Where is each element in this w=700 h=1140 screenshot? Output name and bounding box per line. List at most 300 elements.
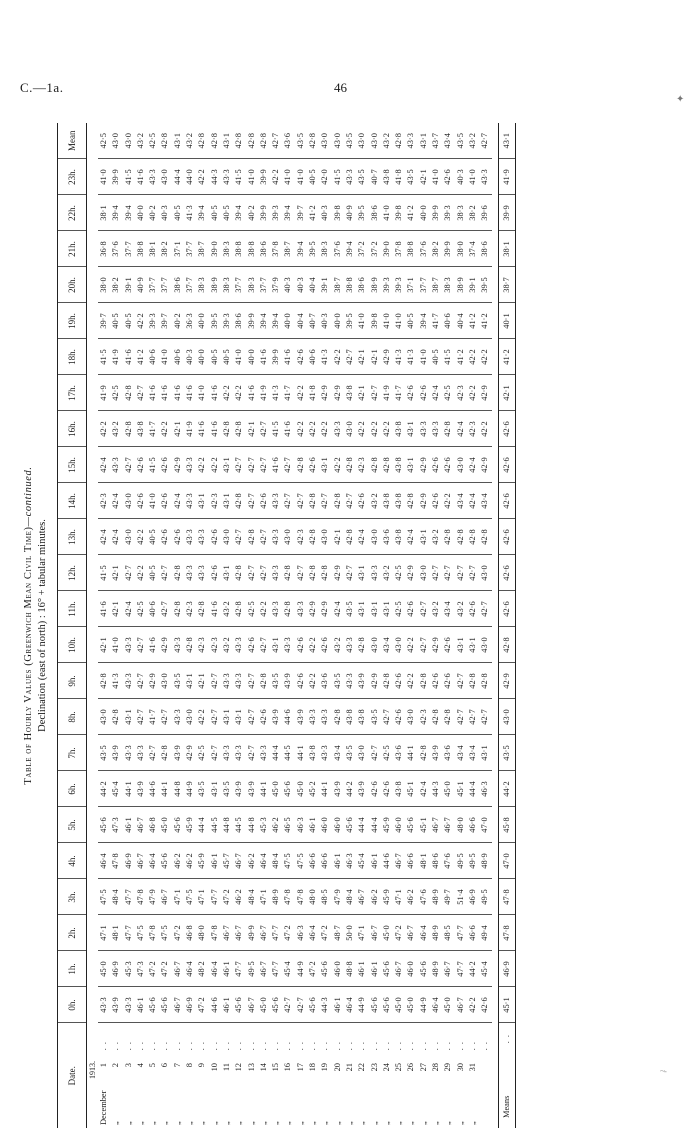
value-cell: 46·7 xyxy=(393,843,405,879)
day-number: 29 xyxy=(443,1063,453,1072)
value-cell: 43·3 xyxy=(270,591,282,627)
value-cell: 40·3 xyxy=(282,267,294,303)
value-cell: 42·7 xyxy=(479,699,491,735)
value-cell: 43·0 xyxy=(344,411,356,447)
value-cell: 43·5 xyxy=(98,735,110,771)
value-cell: 48·5 xyxy=(319,879,331,915)
value-cell: 40·9 xyxy=(344,195,356,231)
value-cell: 42·6 xyxy=(135,483,147,519)
value-cell: 47·2 xyxy=(196,987,208,1023)
value-cell: 42·2 xyxy=(233,375,245,411)
value-cell: 44·8 xyxy=(246,807,258,843)
value-cell: 42·2 xyxy=(196,159,208,195)
value-cell: 43·3 xyxy=(184,447,196,483)
value-cell: 42·6 xyxy=(430,447,442,483)
column-header: 12h. xyxy=(58,555,87,591)
value-cell: 42·7 xyxy=(147,735,159,771)
value-cell: 46·8 xyxy=(184,915,196,951)
table-row xyxy=(307,123,319,1128)
value-cell: 39·4 xyxy=(233,195,245,231)
day-number: 15 xyxy=(271,1063,281,1072)
value-cell: 46·4 xyxy=(430,987,442,1023)
value-cell: 37·7 xyxy=(258,267,270,303)
day-number: 8 xyxy=(185,1063,195,1068)
value-cell: 47·3 xyxy=(135,951,147,987)
value-cell: 44·9 xyxy=(418,987,430,1023)
value-cell: 51·4 xyxy=(455,879,467,915)
value-cell: 43·3 xyxy=(172,699,184,735)
mean-value-cell: 47·8 xyxy=(498,915,515,951)
day-number: 2 xyxy=(111,1063,121,1068)
value-cell: 47·3 xyxy=(110,807,122,843)
value-cell: 44·4 xyxy=(356,807,368,843)
value-cell: 42·8 xyxy=(307,555,319,591)
value-cell: 46·4 xyxy=(147,843,159,879)
value-cell: 38·6 xyxy=(233,303,245,339)
value-cell: 43·6 xyxy=(393,735,405,771)
value-cell: 43·4 xyxy=(381,627,393,663)
value-cell: 44·6 xyxy=(381,843,393,879)
day-number: 23 xyxy=(369,1063,379,1072)
date-cell xyxy=(221,1023,233,1128)
value-cell: 39·9 xyxy=(270,339,282,375)
value-cell: 46·1 xyxy=(221,987,233,1023)
value-cell: 48·9 xyxy=(430,879,442,915)
value-cell: 43·3 xyxy=(405,123,417,159)
value-cell: 39·9 xyxy=(110,159,122,195)
value-cell: 47·2 xyxy=(159,951,171,987)
value-cell: 42·9 xyxy=(369,663,381,699)
value-cell: 45·0 xyxy=(295,771,307,807)
value-cell: 39·3 xyxy=(270,195,282,231)
day-number: 12 xyxy=(234,1063,244,1072)
leader-dots: . . xyxy=(271,1041,281,1051)
value-cell: 42·9 xyxy=(381,339,393,375)
table-row xyxy=(233,123,245,1128)
leader-dots: . . xyxy=(295,1041,305,1051)
mean-value-cell: 38·1 xyxy=(498,231,515,267)
value-cell: 46·4 xyxy=(184,951,196,987)
column-header: 6h. xyxy=(58,771,87,807)
value-cell: 45·4 xyxy=(479,951,491,987)
value-cell: 46·0 xyxy=(405,951,417,987)
column-header: 0h. xyxy=(58,987,87,1023)
value-cell: 43·8 xyxy=(344,699,356,735)
value-cell: 43·9 xyxy=(110,735,122,771)
value-cell: 37·2 xyxy=(369,231,381,267)
value-cell: 45·6 xyxy=(159,987,171,1023)
value-cell: 41·2 xyxy=(455,339,467,375)
value-cell: 42·7 xyxy=(344,555,356,591)
day-number: 10 xyxy=(209,1063,219,1072)
date-cell xyxy=(344,1023,356,1128)
value-cell: 42·8 xyxy=(344,519,356,555)
value-cell: 44·2 xyxy=(98,771,110,807)
value-cell: 42·6 xyxy=(258,483,270,519)
value-cell: 42·2 xyxy=(319,411,331,447)
value-cell: 38·8 xyxy=(135,231,147,267)
date-cell xyxy=(184,1023,196,1128)
value-cell: 42·7 xyxy=(455,555,467,591)
value-cell: 43·3 xyxy=(221,735,233,771)
value-cell: 38·6 xyxy=(258,231,270,267)
value-cell: 40·2 xyxy=(172,303,184,339)
value-cell: 43·5 xyxy=(344,123,356,159)
column-header: 21h. xyxy=(58,231,87,267)
value-cell: 41·9 xyxy=(258,375,270,411)
value-cell: 41·0 xyxy=(381,195,393,231)
value-cell: 42·6 xyxy=(307,447,319,483)
value-cell: 43·0 xyxy=(123,483,135,519)
value-cell: 40·4 xyxy=(455,303,467,339)
value-cell: 46·7 xyxy=(258,951,270,987)
value-cell: 43·2 xyxy=(369,483,381,519)
value-cell: 46·7 xyxy=(356,879,368,915)
value-cell: 43·5 xyxy=(344,591,356,627)
value-cell: 43·9 xyxy=(246,771,258,807)
value-cell: 43·3 xyxy=(196,555,208,591)
value-cell: 48·0 xyxy=(196,915,208,951)
value-cell: 41·9 xyxy=(98,375,110,411)
value-cell: 43·3 xyxy=(147,159,159,195)
value-cell: 48·8 xyxy=(344,951,356,987)
value-cell: 41·0 xyxy=(467,159,479,195)
value-cell: 43·8 xyxy=(393,519,405,555)
value-cell: 42·6 xyxy=(295,627,307,663)
value-cell: 48·5 xyxy=(442,915,454,951)
value-cell: 40·5 xyxy=(110,303,122,339)
value-cell: 42·1 xyxy=(356,339,368,375)
value-cell: 38·7 xyxy=(282,231,294,267)
value-cell: 42·7 xyxy=(135,375,147,411)
value-cell: 42·8 xyxy=(159,123,171,159)
value-cell: 42·6 xyxy=(442,159,454,195)
date-cell xyxy=(430,1023,442,1128)
date-cell xyxy=(418,1023,430,1128)
value-cell: 43·1 xyxy=(405,447,417,483)
value-cell: 42·5 xyxy=(147,123,159,159)
column-header: Mean xyxy=(58,123,87,159)
value-cell: 40·6 xyxy=(172,339,184,375)
value-cell: 43·6 xyxy=(442,735,454,771)
month-label: „ xyxy=(234,1121,244,1125)
value-cell: 38·0 xyxy=(455,231,467,267)
day-number: 27 xyxy=(418,1063,428,1072)
leader-dots: . . xyxy=(480,1041,490,1051)
value-cell: 43·0 xyxy=(184,699,196,735)
value-cell: 42·8 xyxy=(184,627,196,663)
value-cell: 44·3 xyxy=(209,159,221,195)
mean-value-cell: 42·6 xyxy=(498,447,515,483)
value-cell: 42·8 xyxy=(405,483,417,519)
value-cell: 42·8 xyxy=(418,663,430,699)
value-cell: 42·7 xyxy=(455,699,467,735)
leader-dots: . . xyxy=(369,1041,379,1051)
value-cell: 44·8 xyxy=(221,807,233,843)
table-row xyxy=(442,123,454,1128)
value-cell: 43·1 xyxy=(123,699,135,735)
value-cell: 39·3 xyxy=(221,303,233,339)
value-cell: 43·3 xyxy=(369,555,381,591)
value-cell: 39·1 xyxy=(123,267,135,303)
value-cell: 41·6 xyxy=(282,411,294,447)
value-cell: 42·5 xyxy=(381,735,393,771)
value-cell: 46·6 xyxy=(319,843,331,879)
value-cell: 41·6 xyxy=(159,375,171,411)
value-cell: 43·3 xyxy=(344,627,356,663)
value-cell: 37·1 xyxy=(172,231,184,267)
value-cell: 41·6 xyxy=(123,339,135,375)
value-cell: 43·3 xyxy=(196,519,208,555)
value-cell: 43·3 xyxy=(172,627,184,663)
date-cell xyxy=(356,1023,368,1128)
value-cell: 43·1 xyxy=(221,447,233,483)
value-cell: 42·7 xyxy=(233,447,245,483)
value-cell: 42·2 xyxy=(258,591,270,627)
leader-dots: . . xyxy=(148,1041,158,1051)
value-cell: 45·4 xyxy=(356,843,368,879)
value-cell: 39·4 xyxy=(418,303,430,339)
value-cell: 43·6 xyxy=(282,123,294,159)
value-cell: 42·2 xyxy=(405,627,417,663)
value-cell: 42·7 xyxy=(135,627,147,663)
value-cell: 42·2 xyxy=(479,411,491,447)
value-cell: 43·8 xyxy=(381,159,393,195)
value-cell: 46·2 xyxy=(184,843,196,879)
value-cell: 42·8 xyxy=(442,411,454,447)
value-cell: 48·9 xyxy=(430,951,442,987)
value-cell: 43·3 xyxy=(319,699,331,735)
table-row xyxy=(467,123,479,1128)
value-cell: 42·6 xyxy=(405,375,417,411)
value-cell: 45·0 xyxy=(381,915,393,951)
day-number: 11 xyxy=(221,1063,231,1072)
value-cell: 42·2 xyxy=(98,411,110,447)
value-cell: 48·1 xyxy=(418,843,430,879)
value-cell: 42·6 xyxy=(393,663,405,699)
value-cell: 47·8 xyxy=(295,879,307,915)
date-cell xyxy=(295,1023,307,1128)
value-cell: 40·5 xyxy=(221,339,233,375)
value-cell: 43·4 xyxy=(455,483,467,519)
column-header: Date. xyxy=(58,1023,87,1128)
value-cell: 43·2 xyxy=(430,591,442,627)
value-cell: 42·2 xyxy=(467,339,479,375)
leader-dots: . . xyxy=(357,1041,367,1051)
value-cell: 42·8 xyxy=(258,123,270,159)
mean-value-cell: 42·6 xyxy=(498,411,515,447)
value-cell: 46·1 xyxy=(209,843,221,879)
value-cell: 40·5 xyxy=(430,339,442,375)
value-cell: 41·0 xyxy=(381,303,393,339)
table-row xyxy=(246,123,258,1128)
value-cell: 43·5 xyxy=(455,123,467,159)
value-cell: 42·6 xyxy=(430,663,442,699)
month-label: „ xyxy=(185,1121,195,1125)
value-cell: 46·1 xyxy=(123,807,135,843)
value-cell: 42·7 xyxy=(319,483,331,519)
value-cell: 46·6 xyxy=(405,843,417,879)
value-cell: 42·4 xyxy=(418,771,430,807)
value-cell: 47·8 xyxy=(209,915,221,951)
value-cell: 38·1 xyxy=(147,231,159,267)
value-cell: 43·0 xyxy=(282,519,294,555)
value-cell: 45·6 xyxy=(282,771,294,807)
value-cell: 43·3 xyxy=(98,987,110,1023)
value-cell: 39·0 xyxy=(381,231,393,267)
value-cell: 41·6 xyxy=(135,159,147,195)
value-cell: 42·8 xyxy=(393,123,405,159)
value-cell: 43·1 xyxy=(221,699,233,735)
value-cell: 40·5 xyxy=(209,339,221,375)
value-cell: 42·8 xyxy=(467,519,479,555)
month-label: „ xyxy=(418,1121,428,1125)
value-cell: 42·3 xyxy=(209,483,221,519)
value-cell: 42·4 xyxy=(123,591,135,627)
value-cell: 48·0 xyxy=(455,807,467,843)
day-number: 7 xyxy=(172,1063,182,1068)
value-cell: 43·9 xyxy=(356,663,368,699)
date-cell xyxy=(98,1023,110,1128)
value-cell: 42·8 xyxy=(307,483,319,519)
value-cell: 42·7 xyxy=(209,699,221,735)
value-cell: 42·1 xyxy=(110,555,122,591)
value-cell: 42·7 xyxy=(295,483,307,519)
value-cell: 42·8 xyxy=(258,663,270,699)
table-row xyxy=(418,123,430,1128)
value-cell: 43·4 xyxy=(442,591,454,627)
value-cell: 42·7 xyxy=(282,447,294,483)
table-row xyxy=(381,123,393,1128)
value-cell: 43·8 xyxy=(393,483,405,519)
value-cell: 48·0 xyxy=(307,879,319,915)
value-cell: 43·2 xyxy=(135,123,147,159)
value-cell: 42·9 xyxy=(479,375,491,411)
value-cell: 38·6 xyxy=(369,195,381,231)
value-cell: 40·6 xyxy=(442,303,454,339)
day-number: 25 xyxy=(394,1063,404,1072)
value-cell: 45·6 xyxy=(270,987,282,1023)
value-cell: 48·4 xyxy=(270,843,282,879)
table-row xyxy=(196,123,208,1128)
value-cell: 41·5 xyxy=(98,339,110,375)
value-cell: 43·1 xyxy=(221,123,233,159)
value-cell: 40·5 xyxy=(209,195,221,231)
value-cell: 43·0 xyxy=(418,555,430,591)
value-cell: 43·0 xyxy=(369,519,381,555)
value-cell: 43·9 xyxy=(270,699,282,735)
value-cell: 42·8 xyxy=(110,699,122,735)
value-cell: 39·4 xyxy=(270,303,282,339)
leader-dots: . . xyxy=(234,1041,244,1051)
value-cell: 43·8 xyxy=(307,735,319,771)
value-cell: 43·9 xyxy=(233,771,245,807)
value-cell: 47·1 xyxy=(196,879,208,915)
value-cell: 42·2 xyxy=(381,411,393,447)
value-cell: 42·7 xyxy=(418,627,430,663)
value-cell: 42·6 xyxy=(295,339,307,375)
value-cell: 43·0 xyxy=(319,519,331,555)
date-cell xyxy=(442,1023,454,1128)
mean-value-cell: 43·0 xyxy=(498,699,515,735)
value-cell: 38·9 xyxy=(369,267,381,303)
value-cell: 42·7 xyxy=(246,483,258,519)
table-row xyxy=(295,123,307,1128)
value-cell: 43·7 xyxy=(430,123,442,159)
value-cell: 42·6 xyxy=(479,987,491,1023)
value-cell: 41·3 xyxy=(319,339,331,375)
value-cell: 42·1 xyxy=(110,591,122,627)
column-header: 10h. xyxy=(58,627,87,663)
leader-dots: . . xyxy=(246,1041,256,1051)
day-number: 4 xyxy=(135,1063,145,1068)
value-cell: 46·1 xyxy=(369,843,381,879)
value-cell: 41·6 xyxy=(98,591,110,627)
value-cell: 48·4 xyxy=(344,879,356,915)
table-row xyxy=(479,123,491,1128)
value-cell: 38·9 xyxy=(455,267,467,303)
column-header: 16h. xyxy=(58,411,87,447)
value-cell: 39·4 xyxy=(282,195,294,231)
leader-dots: . . xyxy=(209,1041,219,1051)
value-cell: 43·4 xyxy=(442,123,454,159)
date-cell xyxy=(405,1023,417,1128)
value-cell: 43·3 xyxy=(479,159,491,195)
value-cell: 46·6 xyxy=(467,807,479,843)
value-cell: 41·0 xyxy=(418,339,430,375)
value-cell: 43·1 xyxy=(467,627,479,663)
value-cell: 44·5 xyxy=(233,807,245,843)
value-cell: 41·7 xyxy=(430,303,442,339)
value-cell: 42·8 xyxy=(233,591,245,627)
value-cell: 45·1 xyxy=(405,771,417,807)
mean-value-cell: 41·2 xyxy=(498,339,515,375)
value-cell: 39·6 xyxy=(479,195,491,231)
value-cell: 47·5 xyxy=(135,915,147,951)
value-cell: 45·4 xyxy=(282,951,294,987)
mean-value-cell: 44·2 xyxy=(498,771,515,807)
column-header: 5h. xyxy=(58,807,87,843)
value-cell: 41·9 xyxy=(381,375,393,411)
value-cell: 46·9 xyxy=(123,843,135,879)
date-cell xyxy=(282,1023,294,1128)
value-cell: 45·9 xyxy=(184,807,196,843)
value-cell: 42·7 xyxy=(246,735,258,771)
value-cell: 42·8 xyxy=(172,591,184,627)
value-cell: 42·8 xyxy=(159,735,171,771)
page-number: 46 xyxy=(334,80,347,95)
table-row xyxy=(319,123,331,1128)
mean-value-cell: 39·9 xyxy=(498,195,515,231)
value-cell: 48·1 xyxy=(110,915,122,951)
column-header: 22h. xyxy=(58,195,87,231)
value-cell: 42·3 xyxy=(196,627,208,663)
value-cell: 42·7 xyxy=(258,519,270,555)
value-cell: 49·5 xyxy=(246,951,258,987)
value-cell: 42·7 xyxy=(295,555,307,591)
value-cell: 45·6 xyxy=(307,987,319,1023)
value-cell: 38·1 xyxy=(98,195,110,231)
value-cell: 47·8 xyxy=(282,879,294,915)
day-number: 13 xyxy=(246,1063,256,1072)
value-cell: 42·1 xyxy=(369,339,381,375)
value-cell: 44·3 xyxy=(430,771,442,807)
month-label: „ xyxy=(357,1121,367,1125)
value-cell: 43·2 xyxy=(381,555,393,591)
value-cell: 40·6 xyxy=(147,339,159,375)
value-cell: 39·7 xyxy=(159,303,171,339)
value-cell: 39·3 xyxy=(393,267,405,303)
